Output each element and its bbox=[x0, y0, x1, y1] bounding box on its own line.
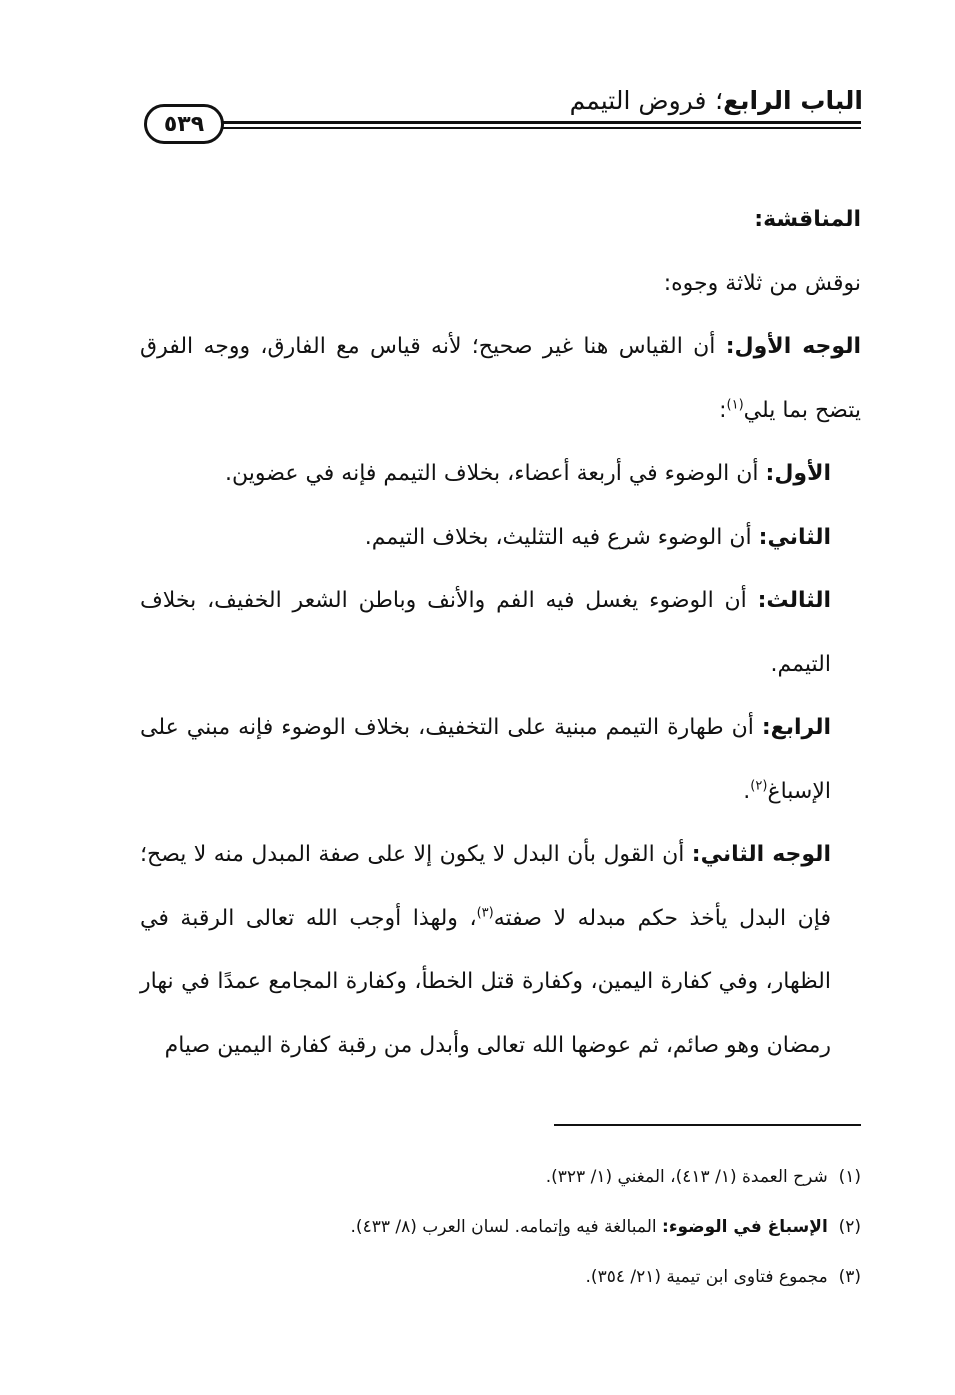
chapter-label: الباب الرابع bbox=[723, 86, 863, 115]
point-1-text: أن القياس هنا غير صحيح؛ لأنه قياس مع الفارق، ووجه الفرق يتضح بما يلي bbox=[140, 334, 861, 423]
footnote-2-text: المبالغة فيه وإتمامه. لسان العرب (٨/ ٤٣٣). bbox=[350, 1217, 663, 1237]
footnote-ref-1[interactable]: (١) bbox=[726, 397, 744, 413]
item-4-label: الرابع: bbox=[761, 715, 831, 740]
topic-label: فروض التيمم bbox=[569, 86, 707, 115]
section-heading: المناقشة: bbox=[754, 207, 861, 232]
footnote-ref-2[interactable]: (٢) bbox=[750, 778, 768, 794]
main-text bbox=[140, 188, 861, 1077]
footnote-2 bbox=[140, 1202, 861, 1252]
page-number-badge bbox=[144, 104, 224, 144]
item-1 bbox=[140, 442, 861, 506]
footnote-2-label: الإسباغ في الوضوء: bbox=[662, 1217, 828, 1237]
intro-line: نوقش من ثلاثة وجوه: bbox=[663, 270, 861, 296]
footnote-separator bbox=[554, 1124, 861, 1126]
point-2-label: الوجه الثاني: bbox=[691, 842, 831, 867]
item-3-text: أن الوضوء يغسل فيه الفم والأنف وباطن الشعر الخفيف، بخلاف التيمم. bbox=[140, 588, 831, 677]
item-4-text: أن طهارة التيمم مبنية على التخفيف، بخلاف الوضوء فإنه مبني على الإسباغ bbox=[140, 715, 831, 804]
item-4 bbox=[140, 696, 861, 823]
footnote-1-number: (١) bbox=[838, 1167, 861, 1187]
point-1 bbox=[140, 315, 861, 442]
item-1-text: أن الوضوء في أربعة أعضاء، بخلاف التيمم فإنه في عضوين. bbox=[225, 461, 766, 486]
item-3 bbox=[140, 569, 861, 696]
footnote-1 bbox=[140, 1152, 861, 1202]
footnote-2-number: (٢) bbox=[838, 1217, 861, 1237]
footnote-3-text: مجموع فتاوى ابن تيمية (٢١/ ٣٥٤). bbox=[585, 1267, 828, 1287]
header-rule-thin bbox=[222, 127, 861, 129]
header-separator: ؛ bbox=[715, 86, 724, 115]
item-3-label: الثالث: bbox=[757, 588, 831, 613]
footnote-ref-3[interactable]: (٣) bbox=[476, 905, 494, 921]
footnote-3-number: (٣) bbox=[838, 1267, 861, 1287]
item-2-label: الثاني: bbox=[758, 524, 831, 550]
footnote-3 bbox=[140, 1252, 861, 1302]
item-1-label: الأول: bbox=[765, 461, 831, 486]
point-1-label: الوجه الأول: bbox=[725, 334, 862, 359]
point-2-text-b: ، ولهذا أوجب الله تعالى الرقبة في الظهار، وفي كفارة اليمين، وكفارة قتل الخطأ، وكفارة المجامع عمدًا في نهار رمضان وهو صائم، ثم عوضها الله تعالى وأبدل من رقبة كفارة اليمين صيام bbox=[140, 905, 831, 1058]
item-2 bbox=[140, 506, 861, 570]
point-2 bbox=[140, 823, 861, 1077]
footnote-1-text: شرح العمدة (١/ ٤١٣)، المغني (١/ ٣٢٣). bbox=[545, 1167, 828, 1187]
point-2-text-a: أن القول بأن البدل لا يكون إلا على صفة المبدل منه لا يصح؛ فإن البدل يأخذ حكم مبدله لا صفته bbox=[140, 842, 831, 931]
header-rule bbox=[222, 121, 861, 124]
footnotes bbox=[140, 1152, 861, 1302]
item-4-end: . bbox=[743, 778, 751, 804]
item-2-text: أن الوضوء شرع فيه التثليث، بخلاف التيمم. bbox=[364, 524, 759, 550]
point-1-end: : bbox=[719, 397, 727, 423]
running-header-title bbox=[523, 86, 863, 115]
page-number: ٥٣٩ bbox=[163, 111, 205, 137]
